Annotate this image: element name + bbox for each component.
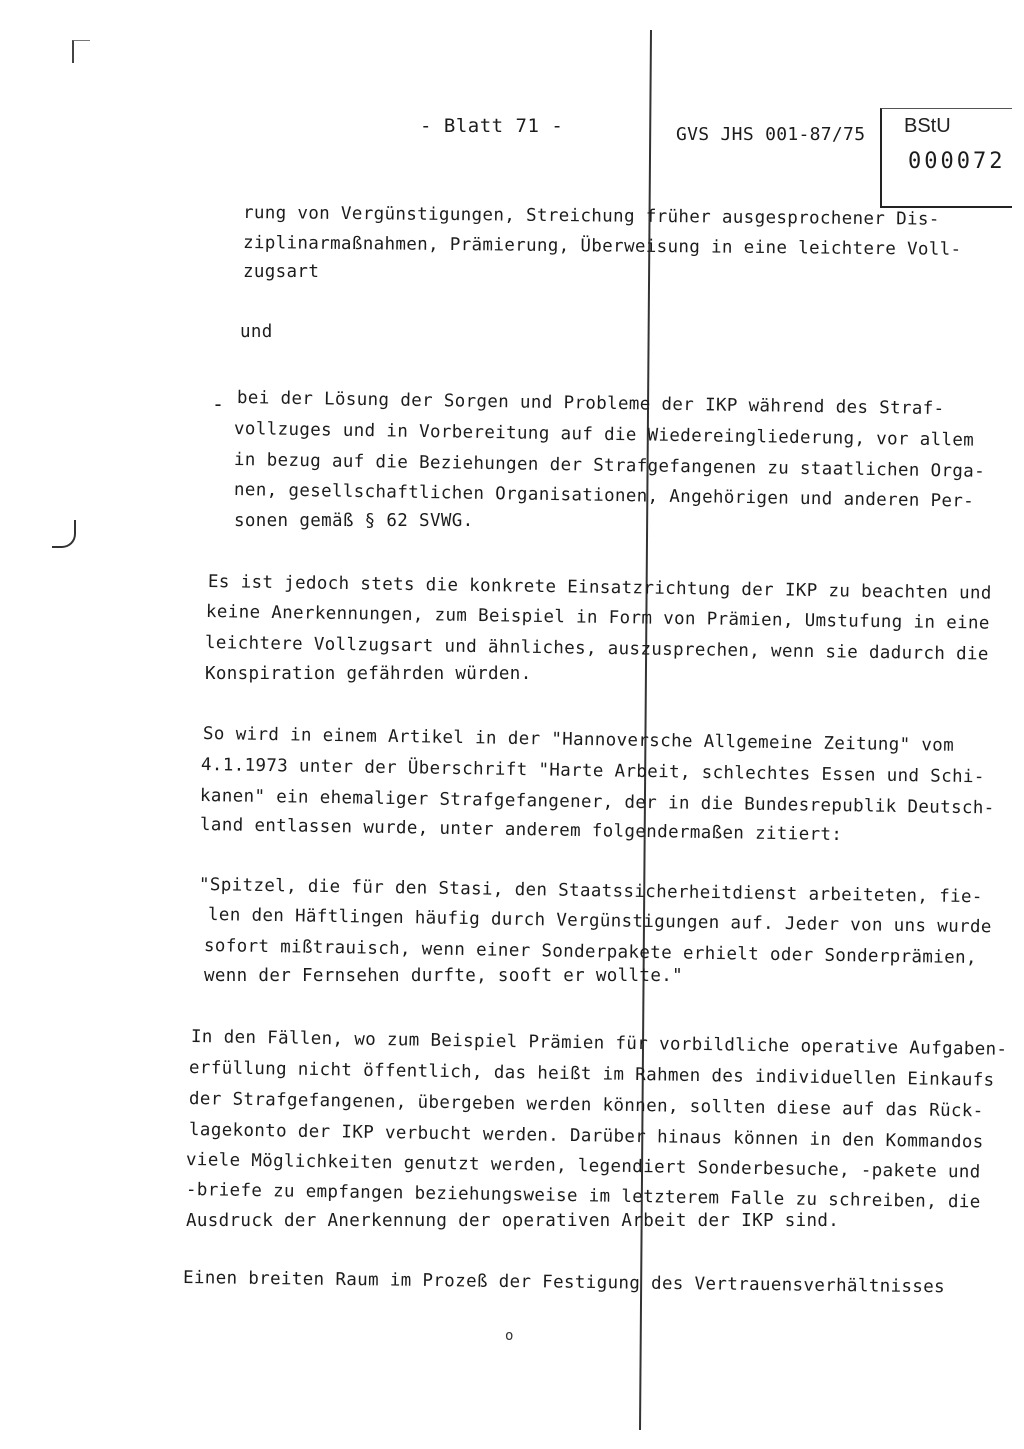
text-line: leichtere Vollzugsart und ähnliches, auszusprechen, wenn sie dadurch die — [204, 633, 989, 665]
text-line: len den Häftlingen häufig durch Vergünstigungen auf. Jeder von uns wurde — [207, 905, 992, 938]
text-line: Ausdruck der Anerkennung der operativen Arbeit der IKP sind. — [186, 1211, 840, 1231]
text-line: sonen gemäß § 62 SVWG. — [234, 511, 474, 531]
text-line: 4.1.1973 unter der Überschrift "Harte Arbeit, schlechtes Essen und Schi- — [200, 755, 985, 788]
text-line: Es ist jedoch stets die konkrete Einsatzrichtung der IKP zu beachten und — [207, 572, 992, 604]
text-line: -briefe zu empfangen beziehungsweise im letzterem Falle zu schreiben, die — [185, 1180, 981, 1213]
text-line: und — [240, 322, 273, 342]
text-line: wenn der Fernsehen durfte, sooft er wollte." — [204, 966, 683, 986]
archive-stamp — [880, 108, 1012, 208]
text-line: lagekonto der IKP verbucht werden. Darüber hinaus können in den Kommandos — [188, 1120, 984, 1153]
text-line: keine Anerkennungen, zum Beispiel in Form von Prämien, Umstufung in eine — [205, 602, 990, 634]
text-line: der Strafgefangenen, übergeben werden können, sollten diese auf das Rück- — [188, 1089, 984, 1122]
stamp-number: 000072 — [908, 149, 1006, 174]
text-line: nen, gesellschaftlichen Organisationen, Angehörigen und anderen Per- — [233, 480, 975, 512]
text-line: "Spitzel, die für den Stasi, den Staatssicherheitdienst arbeiteten, fie- — [198, 875, 983, 908]
text-line: vollzuges und in Vorbereitung auf die Wiedereingliederung, vor allem — [233, 419, 975, 451]
text-line: land entlassen wurde, unter anderem folgendermaßen zitiert: — [199, 815, 843, 846]
text-line: zugsart — [243, 262, 320, 282]
text-line: sofort mißtrauisch, wenn einer Sonderpakete erhielt oder Sonderprämien, — [203, 936, 977, 969]
stamp-label: BStU — [904, 115, 951, 137]
list-bullet: - — [212, 392, 225, 416]
text-line: bei der Lösung der Sorgen und Probleme der IKP während des Straf- — [236, 388, 945, 420]
text-line: kanen" ein ehemaliger Strafgefangener, der in die Bundesrepublik Deutsch- — [199, 786, 995, 819]
corner-mark — [72, 40, 90, 63]
text-line: So wird in einem Artikel in der "Hannoversche Allgemeine Zeitung" vom — [202, 724, 955, 756]
margin-mark — [52, 520, 76, 548]
text-line: Konspiration gefährden würden. — [205, 664, 532, 684]
text-line: in bezug auf die Beziehungen der Strafgefangenen zu staatlichen Orga- — [233, 450, 986, 482]
page-number: - Blatt 71 - — [420, 115, 564, 137]
text-line: viele Möglichkeiten genutzt werden, legendiert Sonderbesuche, -pakete und — [185, 1150, 981, 1183]
text-line: erfüllung nicht öffentlich, das heißt im Rahmen des individuellen Einkaufs — [188, 1058, 995, 1091]
text-line: Einen breiten Raum im Prozeß der Festigung des Vertrauensverhältnisses — [182, 1268, 946, 1298]
text-line: In den Fällen, wo zum Beispiel Prämien für vorbildliche operative Aufgaben- — [190, 1027, 1008, 1060]
text-line: rung von Vergünstigungen, Streichung früher ausgesprochener Dis- — [242, 203, 940, 230]
footer-mark: o — [505, 1328, 514, 1344]
document-reference: GVS JHS 001-87/75 — [676, 124, 866, 145]
text-line: ziplinarmaßnahmen, Prämierung, Überweisung in eine leichtere Voll- — [242, 233, 962, 260]
